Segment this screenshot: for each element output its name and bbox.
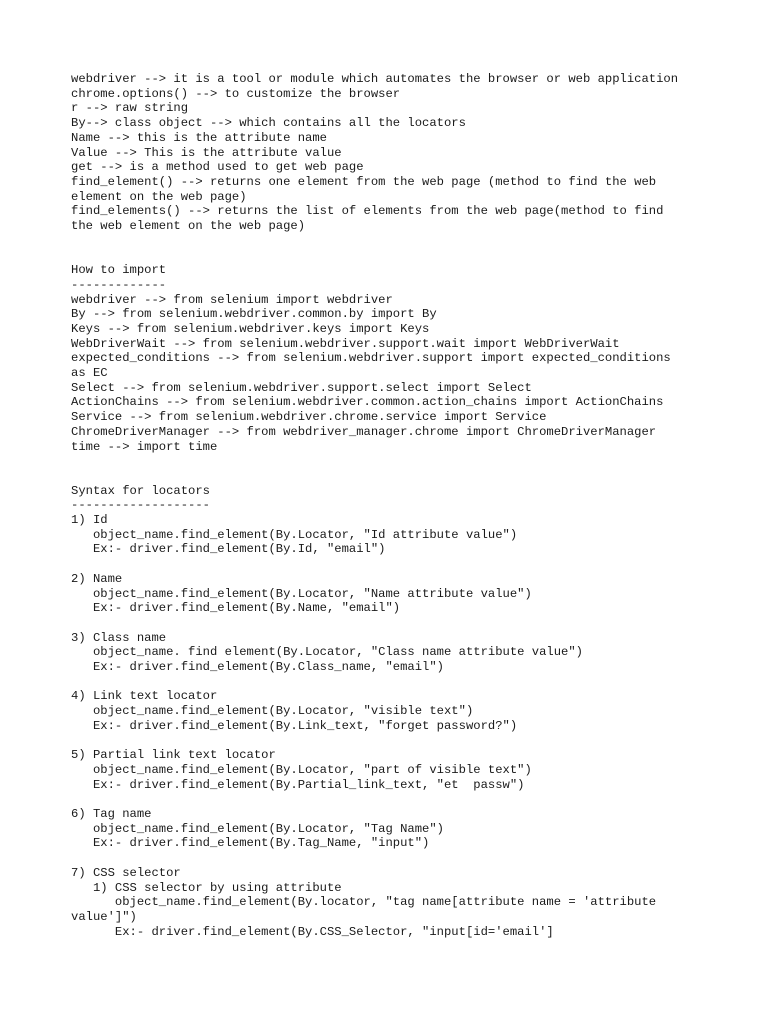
text-line: ActionChains --> from selenium.webdriver.common.action_chains import ActionChains bbox=[71, 395, 664, 410]
text-line: ------------- bbox=[71, 277, 167, 292]
text-line: By--> class object --> which contains all the locators bbox=[71, 116, 466, 131]
text-line: Ex:- driver.find_element(By.Partial_link_text, "et passw") bbox=[71, 777, 525, 792]
text-line: By --> from selenium.webdriver.common.by import By bbox=[71, 307, 437, 322]
text-line bbox=[71, 469, 731, 484]
text-line: 7) CSS selector bbox=[71, 865, 181, 880]
text-line: webdriver --> from selenium import webdriver bbox=[71, 292, 393, 307]
text-line: ChromeDriverManager --> from webdriver_manager.chrome import ChromeDriverManager bbox=[71, 424, 657, 439]
text-line: 2) Name bbox=[71, 571, 123, 586]
text-line: find_elements() --> returns the list of elements from the web page(method to find bbox=[71, 204, 664, 219]
text-line: Ex:- driver.find_element(By.Link_text, "forget password?") bbox=[71, 718, 518, 733]
text-line: Name --> this is the attribute name bbox=[71, 130, 327, 145]
text-line: Syntax for locators bbox=[71, 483, 210, 498]
text-line: get --> is a method used to get web page bbox=[71, 160, 364, 175]
text-line bbox=[71, 454, 731, 469]
text-line: WebDriverWait --> from selenium.webdriver.support.wait import WebDriverWait bbox=[71, 336, 620, 351]
text-line: time --> import time bbox=[71, 439, 218, 454]
text-line: object_name.find_element(By.Locator, "Tag Name") bbox=[71, 821, 444, 836]
text-line: chrome.options() --> to customize the browser bbox=[71, 86, 401, 101]
text-line: Ex:- driver.find_element(By.Name, "email") bbox=[71, 601, 401, 616]
text-line bbox=[71, 616, 731, 631]
text-line: object_name.find_element(By.Locator, "visible text") bbox=[71, 704, 474, 719]
text-line: webdriver --> it is a tool or module which automates the browser or web application bbox=[71, 72, 679, 86]
text-line: Service --> from selenium.webdriver.chrome.service import Service bbox=[71, 410, 547, 425]
text-line bbox=[71, 792, 731, 807]
text-line: element on the web page) bbox=[71, 189, 247, 204]
text-line: Ex:- driver.find_element(By.Id, "email") bbox=[71, 542, 386, 557]
text-line: r --> raw string bbox=[71, 101, 189, 116]
text-line: 1) Id bbox=[71, 513, 108, 528]
text-line: How to import bbox=[71, 263, 167, 278]
text-line: Select --> from selenium.webdriver.support.select import Select bbox=[71, 380, 532, 395]
text-line: find_element() --> returns one element from the web page (method to find the web bbox=[71, 174, 657, 189]
text-line: Keys --> from selenium.webdriver.keys import Keys bbox=[71, 321, 430, 336]
text-line: object_name.find_element(By.locator, "tag name[attribute name = 'attribute bbox=[71, 895, 657, 910]
text-line: object_name.find_element(By.Locator, "Id attribute value") bbox=[71, 527, 518, 542]
text-line: 6) Tag name bbox=[71, 807, 152, 822]
text-line bbox=[71, 557, 731, 572]
text-line: 5) Partial link text locator bbox=[71, 748, 276, 763]
text-line: object_name.find_element(By.Locator, "Name attribute value") bbox=[71, 586, 532, 601]
text-line: expected_conditions --> from selenium.webdriver.support import expected_conditions bbox=[71, 351, 671, 366]
text-line: Value --> This is the attribute value bbox=[71, 145, 342, 160]
text-line: the web element on the web page) bbox=[71, 219, 306, 234]
text-line: 3) Class name bbox=[71, 630, 167, 645]
text-line bbox=[71, 851, 731, 866]
text-line bbox=[71, 248, 731, 263]
document-page bbox=[71, 72, 731, 939]
text-line: Ex:- driver.find_element(By.Tag_Name, "input") bbox=[71, 836, 430, 851]
text-line: ------------------- bbox=[71, 498, 210, 513]
text-line: object_name. find element(By.Locator, "Class name attribute value") bbox=[71, 645, 583, 660]
text-line: value']") bbox=[71, 909, 137, 924]
text-line bbox=[71, 675, 731, 690]
text-line bbox=[71, 234, 731, 249]
text-line: 4) Link text locator bbox=[71, 689, 218, 704]
text-line bbox=[71, 734, 731, 749]
text-line: Ex:- driver.find_element(By.Class_name, "email") bbox=[71, 660, 444, 675]
text-line: Ex:- driver.find_element(By.CSS_Selector, "input[id='email'] bbox=[71, 924, 554, 939]
text-line: as EC bbox=[71, 366, 108, 381]
text-line: 1) CSS selector by using attribute bbox=[71, 880, 342, 895]
text-line: object_name.find_element(By.Locator, "part of visible text") bbox=[71, 762, 532, 777]
